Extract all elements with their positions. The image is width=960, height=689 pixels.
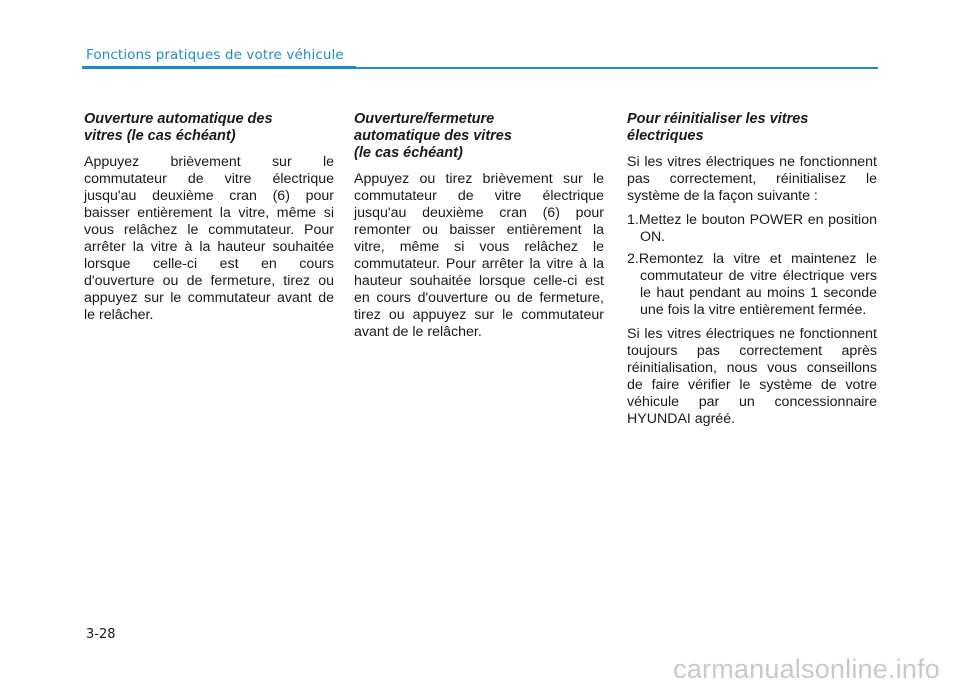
heading-line: automatique des vitres xyxy=(354,128,512,144)
page-number: 3-28 xyxy=(86,627,116,642)
column-automatic-opening xyxy=(84,111,334,331)
body-paragraph: Appuyez brièvement sur le commutateur de vitre électrique jusqu'au deuxième cran (6) pour baisser entièrement la vitre, même si vous relâchez le commutateur. Pour arrêter la vitre à la hauteur souhaitée lorsque celle-ci est en cours d'ouverture ou de fermeture, tirez ou appuyez sur le commutateur avant de le relâcher. xyxy=(84,154,334,323)
closing-paragraph: Si les vitres électriques ne fonctionnent toujours pas correctement après réinitialisation, nous vous conseillons de faire vérifier le système de votre véhicule par un concessionnaire HYUNDAI agréé. xyxy=(627,326,877,427)
column-reset-windows xyxy=(627,111,877,435)
heading-line: Ouverture/fermeture xyxy=(354,111,495,127)
column-automatic-open-close xyxy=(354,111,604,348)
heading-line: (le cas échéant) xyxy=(354,145,463,161)
header-rule-accent xyxy=(82,66,356,69)
page-header xyxy=(0,0,960,80)
section-heading: Pour réinitialiser les vitres électriques xyxy=(627,111,809,144)
list-item: 1.Mettez le bouton POWER en position ON. xyxy=(627,212,877,245)
chapter-title: Fonctions pratiques de votre véhicule xyxy=(86,47,344,63)
section-heading xyxy=(354,111,604,162)
intro-paragraph: Si les vitres électriques ne fonctionnent pas correctement, réinitialisez le système de la façon suivante : xyxy=(627,154,877,204)
reset-steps-list xyxy=(627,212,877,319)
list-item: 2.Remontez la vitre et maintenez le commutateur de vitre électrique vers le haut pendant au moins 1 seconde une fois la vitre entièrement fermée. xyxy=(627,251,877,318)
watermark: carmanualsonline.info xyxy=(673,654,940,684)
header-rule xyxy=(356,67,878,69)
section-heading: Ouverture automatique des vitres (le cas échéant) xyxy=(84,111,273,144)
body-paragraph: Appuyez ou tirez brièvement sur le commutateur de vitre électrique jusqu'au deuxième cran (6) pour remonter ou baisser entièrement la vitre, même si vous relâchez le commutateur. Pour arrêter la vitre à la hauteur souhaitée lorsque celle-ci est en cours d'ouverture ou de fermeture, tirez ou appuyez sur le commutateur avant de le relâcher. xyxy=(354,171,604,340)
